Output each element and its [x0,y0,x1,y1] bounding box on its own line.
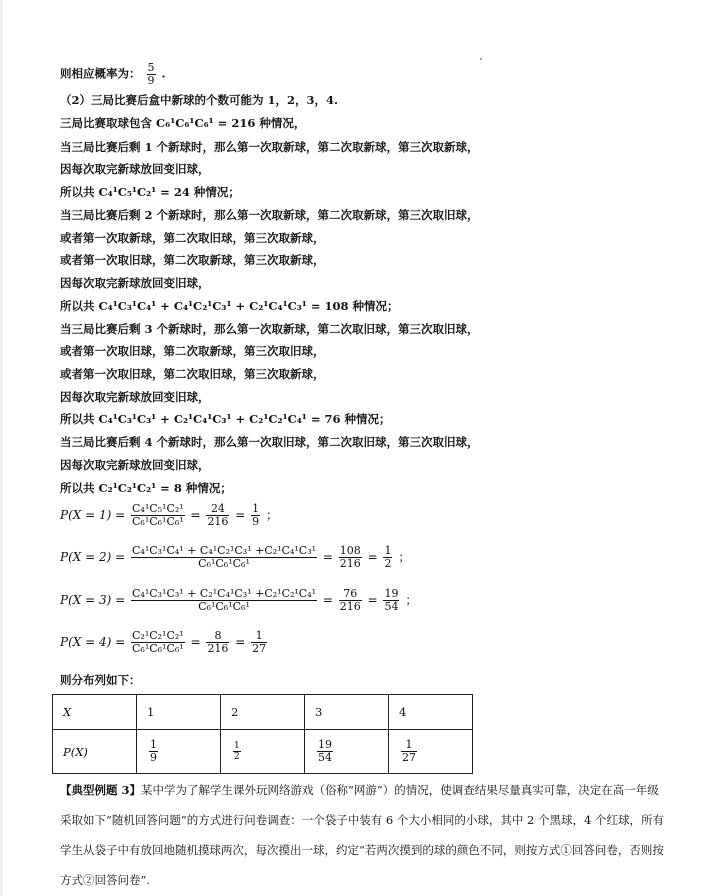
text-line: 因每次取完新球放回变旧球， [60,390,210,404]
eq2-frac1: $\frac{\text{C₄¹C₃¹C₄¹ + C₄¹C₂¹C₃¹ +C₂¹C₄¹C₃¹}}{\text{C₆¹C₆¹C₆¹}}$ [132,544,317,570]
eq4-frac2: $\frac{8}{216}$ [207,629,229,655]
table-cell: 4 [389,695,473,730]
example-paragraph: 【典型例题 3】某中学为了解学生课外玩网络游戏（俗称“网游”）的情况，使调查结果尽量真实可靠，决定在高一年级采取如下“随机回答问题”的方式进行问卷调查：一个袋子中装有 6 个大小相同的小球，其中 2 个黑球，4 个红球，所有学生从袋子中有放回地随机摸球两次，每次摸出一球，约定“若两次摸到的球的颜色不同，则按方式①回答问卷，否则按方式②回答问卷”. [60,783,664,887]
page-edge [0,0,3,896]
text-line: 或者第一次取旧球，第二次取旧球，第三次取新球， [60,367,325,381]
table-cell: 1 [137,695,221,730]
eq3-frac3: $\frac{19}{54}$ [384,587,399,613]
table-cell: $\frac{1}{27}$ [389,730,473,774]
text-line: 三局比赛取球包含 C₆¹C₆¹C₆¹ = 216 种情况， [60,116,306,130]
table-cell: $\frac{19}{54}$ [305,730,389,774]
eq1-frac3: $\frac{1}{9}$ [252,502,260,528]
equation-p4: P(X = 4) = $\frac{\text{C₂¹C₂¹C₂¹}}{\text{C₆¹C₆¹C₆¹}}$ = $\frac{8}{216}$ = $\frac{1}{27}$ [60,629,267,655]
distribution-caption: 则分布列如下： [60,673,141,687]
equation-p3: P(X = 3) = $\frac{\text{C₄¹C₃¹C₃¹ + C₂¹C₄¹C₃¹ +C₂¹C₂¹C₄¹}}{\text{C₆¹C₆¹C₆¹}}$ = $\frac{76}{216}$ = $\frac{19}{54}$ ； [60,587,418,613]
text-line: 因每次取完新球放回变旧球， [60,458,210,472]
text-line: 因每次取完新球放回变旧球， [60,276,210,290]
text-line: 所以共 C₂¹C₂¹C₂¹ = 8 种情况； [60,481,232,495]
eq1-frac2: $\frac{24}{216}$ [207,502,229,528]
text-line: 当三局比赛后剩 1 个新球时，那么第一次取新球，第二次取新球，第三次取新球， [60,140,479,154]
table-cell: $\frac{1}{9}$ [137,730,221,774]
table-cell: 2 [221,695,305,730]
equation-p2: P(X = 2) = $\frac{\text{C₄¹C₃¹C₄¹ + C₄¹C₂¹C₃¹ +C₂¹C₄¹C₃¹}}{\text{C₆¹C₆¹C₆¹}}$ = $\frac{108}{216}$ = $\frac{1}{2}$ ； [60,544,411,570]
text-line: （2）三局比赛后盒中新球的个数可能为 1，2，3，4. [60,93,339,107]
table-row [53,695,473,730]
text-line: 所以共 C₄¹C₃¹C₃¹ + C₂¹C₄¹C₃¹ + C₂¹C₂¹C₄¹ = 76 种情况； [60,412,391,426]
eq2-frac2: $\frac{108}{216}$ [339,544,361,570]
text-line: 因每次取完新球放回变旧球， [60,162,210,176]
table-cell: P(X) [53,730,137,774]
table-cell: X [53,695,137,730]
text-line: 当三局比赛后剩 3 个新球时，那么第一次取新球，第二次取旧球，第三次取旧球， [60,322,479,336]
fraction-5-9: $\frac{5}{9}$ [147,61,155,87]
text-line: 当三局比赛后剩 2 个新球时，那么第一次取新球，第二次取新球，第三次取旧球， [60,208,479,222]
eq4-frac3: $\frac{1}{27}$ [252,629,267,655]
distribution-table [52,694,473,774]
eq3-frac2: $\frac{76}{216}$ [339,587,361,613]
eq4-frac1: $\frac{\text{C₂¹C₂¹C₂¹}}{\text{C₆¹C₆¹C₆¹}}$ [132,629,184,655]
text-line: 或者第一次取旧球，第二次取新球，第三次取新球， [60,253,325,267]
table-cell: $\frac{1}{2}$ [221,730,305,774]
text-line: 所以共 C₄¹C₃¹C₄¹ + C₄¹C₂¹C₃¹ + C₂¹C₄¹C₃¹ = 108 种情况； [60,299,399,313]
table-cell: 3 [305,695,389,730]
text-line: 所以共 C₄¹C₅¹C₂¹ = 24 种情况； [60,185,240,199]
text-line: 或者第一次取新球，第二次取旧球，第三次取新球， [60,231,325,245]
equation-p1: P(X = 1) = $\frac{\text{C₄¹C₅¹C₂¹}}{\text{C₆¹C₆¹C₆¹}}$ = $\frac{24}{216}$ = $\frac{1}{9}$ ； [60,502,278,528]
probability-line: 则相应概率为： $\frac{5}{9}$ . [60,61,166,87]
table-row [53,730,473,774]
eq1-frac1: $\frac{\text{C₄¹C₅¹C₂¹}}{\text{C₆¹C₆¹C₆¹}}$ [132,502,184,528]
stray-dot [480,58,482,60]
eq2-frac3: $\frac{1}{2}$ [384,544,392,570]
eq3-frac1: $\frac{\text{C₄¹C₃¹C₃¹ + C₂¹C₄¹C₃¹ +C₂¹C₂¹C₄¹}}{\text{C₆¹C₆¹C₆¹}}$ [132,587,317,613]
text-line: 当三局比赛后剩 4 个新球时，那么第一次取旧球，第二次取旧球，第三次取旧球， [60,435,479,449]
text-line: 或者第一次取旧球，第二次取新球，第三次取旧球， [60,344,325,358]
